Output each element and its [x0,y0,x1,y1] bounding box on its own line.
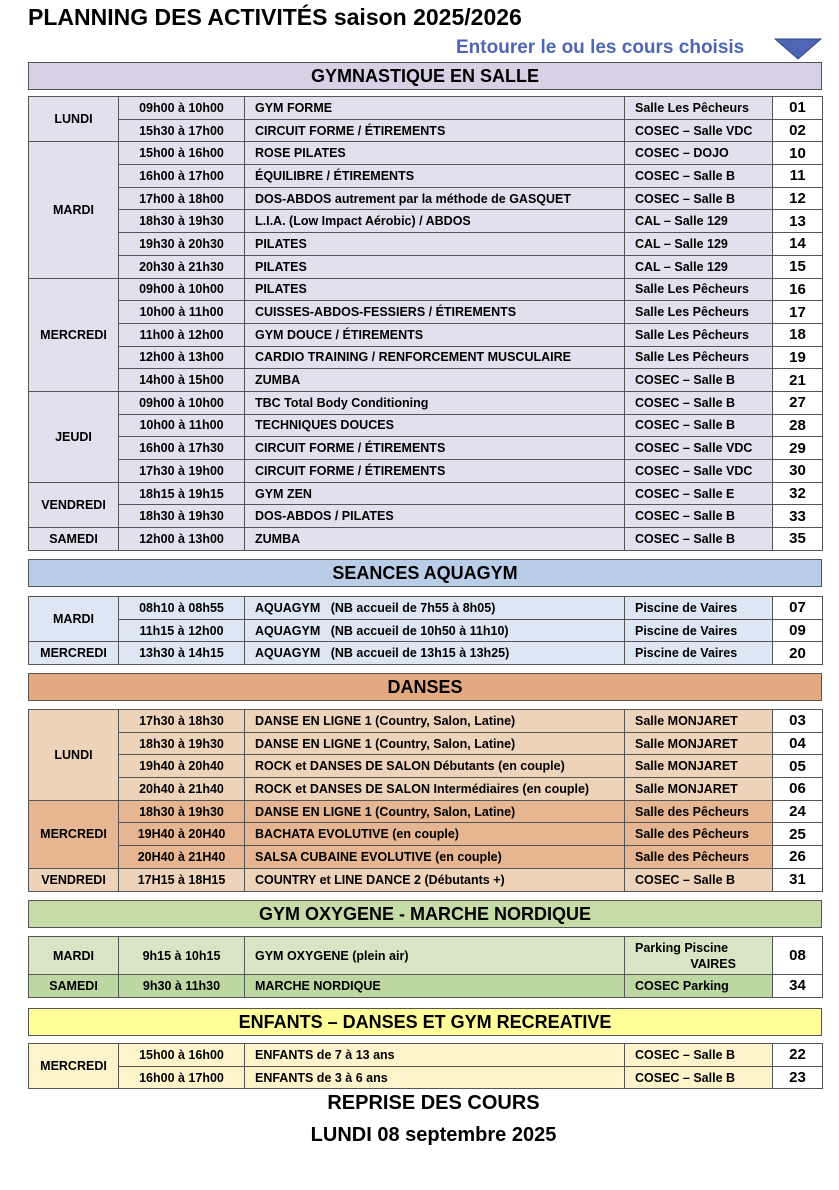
place-cell: Salle Les Pêcheurs [625,323,773,346]
activity-cell: ROCK et DANSES DE SALON Intermédiaires (en couple) [245,778,625,801]
day-cell-mercredi: MERCREDI [29,642,119,665]
day-cell-jeudi: JEUDI [29,391,119,482]
table-row [29,142,823,165]
place-cell: Piscine de Vaires [625,642,773,665]
table-row [29,97,823,120]
course-number[interactable]: 23 [773,1066,823,1089]
day-cell-lundi: LUNDI [29,97,119,142]
activity-cell: BACHATA EVOLUTIVE (en couple) [245,823,625,846]
time-cell: 19h30 à 20h30 [119,233,245,256]
activity-cell: PILATES [245,233,625,256]
activity-cell: DOS-ABDOS autrement par la méthode de GASQUET [245,187,625,210]
table-row [29,323,823,346]
time-cell: 13h30 à 14h15 [119,642,245,665]
activity-cell: PILATES [245,255,625,278]
table-row [29,528,823,551]
activity-cell: ÉQUILIBRE / ÉTIREMENTS [245,165,625,188]
place-cell: Salle Les Pêcheurs [625,346,773,369]
course-number[interactable]: 12 [773,187,823,210]
activity-cell: AQUAGYM (NB accueil de 13h15 à 13h25) [245,642,625,665]
place-cell: CAL – Salle 129 [625,210,773,233]
course-number[interactable]: 15 [773,255,823,278]
table-row [29,732,823,755]
course-number[interactable]: 35 [773,528,823,551]
section-title-gym: GYMNASTIQUE EN SALLE [28,62,822,90]
place-line-2: VAIRES [690,956,736,971]
course-number[interactable]: 22 [773,1044,823,1067]
table-row [29,437,823,460]
table-row [29,414,823,437]
course-number[interactable]: 16 [773,278,823,301]
place-cell: COSEC – Salle B [625,868,773,891]
time-cell: 16h00 à 17h00 [119,165,245,188]
activity-cell: ZUMBA [245,528,625,551]
table-row [29,460,823,483]
table-row [29,1066,823,1089]
place-cell: COSEC – Salle B [625,187,773,210]
time-cell: 10h00 à 11h00 [119,301,245,324]
course-number[interactable]: 33 [773,505,823,528]
time-cell: 20h30 à 21h30 [119,255,245,278]
time-cell: 17h00 à 18h00 [119,187,245,210]
section-title-danses: DANSES [28,673,822,701]
course-number[interactable]: 10 [773,142,823,165]
activity-cell: ENFANTS de 3 à 6 ans [245,1066,625,1089]
activity-cell: CIRCUIT FORME / ÉTIREMENTS [245,119,625,142]
place-cell: Salle MONJARET [625,710,773,733]
course-number[interactable]: 30 [773,460,823,483]
time-cell: 15h00 à 16h00 [119,1044,245,1067]
time-cell: 17h30 à 19h00 [119,460,245,483]
time-cell: 09h00 à 10h00 [119,97,245,120]
course-number[interactable]: 25 [773,823,823,846]
place-cell: Salle Les Pêcheurs [625,278,773,301]
place-cell: COSEC – Salle B [625,369,773,392]
time-cell: 9h30 à 11h30 [119,975,245,998]
table-row [29,301,823,324]
course-number[interactable]: 29 [773,437,823,460]
activity-cell: DANSE EN LIGNE 1 (Country, Salon, Latine) [245,710,625,733]
place-cell: COSEC – Salle VDC [625,119,773,142]
table-row [29,119,823,142]
time-cell: 17h30 à 18h30 [119,710,245,733]
course-number[interactable]: 03 [773,710,823,733]
activity-cell: CIRCUIT FORME / ÉTIREMENTS [245,460,625,483]
activity-cell: DOS-ABDOS / PILATES [245,505,625,528]
table-row [29,846,823,869]
course-number[interactable]: 06 [773,778,823,801]
activity-cell: ENFANTS de 7 à 13 ans [245,1044,625,1067]
table-row [29,823,823,846]
course-number[interactable]: 27 [773,391,823,414]
triangle-down-icon [774,38,822,60]
place-cell: COSEC – Salle B [625,165,773,188]
table-row [29,642,823,665]
place-cell: COSEC – Salle B [625,1066,773,1089]
activity-cell: CIRCUIT FORME / ÉTIREMENTS [245,437,625,460]
place-cell: COSEC Parking [625,975,773,998]
course-number[interactable]: 07 [773,597,823,620]
place-cell [625,937,773,975]
time-cell: 18h30 à 19h30 [119,732,245,755]
activity-cell: COUNTRY et LINE DANCE 2 (Débutants +) [245,868,625,891]
course-number[interactable]: 20 [773,642,823,665]
activity-cell: CUISSES-ABDOS-FESSIERS / ÉTIREMENTS [245,301,625,324]
day-cell-samedi: SAMEDI [29,975,119,998]
place-cell: COSEC – Salle B [625,414,773,437]
gym-schedule-table [28,96,823,551]
table-row [29,278,823,301]
place-cell: COSEC – Salle B [625,391,773,414]
table-row [29,778,823,801]
place-cell: Salle MONJARET [625,732,773,755]
day-cell-mercredi: MERCREDI [29,800,119,868]
place-cell: COSEC – Salle B [625,528,773,551]
table-row [29,868,823,891]
time-cell: 09h00 à 10h00 [119,278,245,301]
table-row [29,255,823,278]
course-number[interactable]: 13 [773,210,823,233]
day-cell-vendredi: VENDREDI [29,482,119,527]
oxygene-schedule-table [28,936,823,998]
danses-schedule-table [28,709,823,892]
activity-cell: SALSA CUBAINE EVOLUTIVE (en couple) [245,846,625,869]
enfants-schedule-table [28,1043,823,1089]
time-cell: 11h15 à 12h00 [119,619,245,642]
activity-cell: DANSE EN LIGNE 1 (Country, Salon, Latine) [245,800,625,823]
course-number[interactable]: 31 [773,868,823,891]
instruction-text: Entourer le ou les cours choisis [456,37,745,58]
time-cell: 16h00 à 17h00 [119,1066,245,1089]
activity-cell: CARDIO TRAINING / RENFORCEMENT MUSCULAIRE [245,346,625,369]
table-row [29,937,823,975]
activity-cell: ZUMBA [245,369,625,392]
day-cell-samedi: SAMEDI [29,528,119,551]
reprise-date: LUNDI 08 septembre 2025 [310,1124,557,1146]
course-number[interactable]: 21 [773,369,823,392]
day-cell-mardi: MARDI [29,597,119,642]
place-cell: COSEC – Salle B [625,505,773,528]
course-number[interactable]: 18 [773,323,823,346]
page-title: PLANNING DES ACTIVITÉS saison 2025/2026 [28,4,522,30]
table-row [29,346,823,369]
course-number[interactable]: 05 [773,755,823,778]
course-number[interactable]: 28 [773,414,823,437]
table-row [29,755,823,778]
table-row [29,233,823,256]
time-cell: 15h30 à 17h00 [119,119,245,142]
section-title-enfants: ENFANTS – DANSES ET GYM RECREATIVE [28,1008,822,1036]
activity-cell: ROSE PILATES [245,142,625,165]
section-title-oxygene: GYM OXYGENE - MARCHE NORDIQUE [28,900,822,928]
day-cell-mardi: MARDI [29,937,119,975]
table-row [29,619,823,642]
place-cell: CAL – Salle 129 [625,255,773,278]
time-cell: 15h00 à 16h00 [119,142,245,165]
time-cell: 17H15 à 18H15 [119,868,245,891]
course-number[interactable]: 04 [773,732,823,755]
place-cell: COSEC – Salle B [625,1044,773,1067]
course-number[interactable]: 08 [773,937,823,975]
table-row [29,975,823,998]
course-number[interactable]: 11 [773,165,823,188]
time-cell: 12h00 à 13h00 [119,528,245,551]
course-number[interactable]: 17 [773,301,823,324]
table-row [29,482,823,505]
day-cell-mercredi: MERCREDI [29,1044,119,1089]
time-cell: 11h00 à 12h00 [119,323,245,346]
table-row [29,1044,823,1067]
place-cell: Salle Les Pêcheurs [625,97,773,120]
activity-cell: AQUAGYM (NB accueil de 7h55 à 8h05) [245,597,625,620]
course-number[interactable]: 01 [773,97,823,120]
time-cell: 20h40 à 21h40 [119,778,245,801]
day-cell-mercredi: MERCREDI [29,278,119,391]
place-cell: Salle MONJARET [625,755,773,778]
time-cell: 10h00 à 11h00 [119,414,245,437]
time-cell: 18h15 à 19h15 [119,482,245,505]
course-number[interactable]: 24 [773,800,823,823]
table-row [29,800,823,823]
place-cell: Piscine de Vaires [625,597,773,620]
time-cell: 18h30 à 19h30 [119,505,245,528]
place-cell: Salle des Pêcheurs [625,846,773,869]
place-line-1: Parking Piscine [635,940,729,955]
place-cell: Piscine de Vaires [625,619,773,642]
time-cell: 18h30 à 19h30 [119,800,245,823]
table-row [29,505,823,528]
activity-cell: ROCK et DANSES DE SALON Débutants (en couple) [245,755,625,778]
course-number[interactable]: 14 [773,233,823,256]
table-row [29,210,823,233]
activity-cell: TECHNIQUES DOUCES [245,414,625,437]
time-cell: 20H40 à 21H40 [119,846,245,869]
course-number[interactable]: 09 [773,619,823,642]
time-cell: 14h00 à 15h00 [119,369,245,392]
time-cell: 18h30 à 19h30 [119,210,245,233]
course-number[interactable]: 02 [773,119,823,142]
aquagym-schedule-table [28,596,823,665]
time-cell: 9h15 à 10h15 [119,937,245,975]
place-cell: COSEC – Salle E [625,482,773,505]
activity-cell: L.I.A. (Low Impact Aérobic) / ABDOS [245,210,625,233]
time-cell: 19H40 à 20H40 [119,823,245,846]
reprise-heading: REPRISE DES COURS [327,1092,540,1114]
activity-cell: PILATES [245,278,625,301]
course-number[interactable]: 34 [773,975,823,998]
table-row [29,187,823,210]
activity-cell: GYM DOUCE / ÉTIREMENTS [245,323,625,346]
place-cell: CAL – Salle 129 [625,233,773,256]
day-cell-vendredi: VENDREDI [29,868,119,891]
activity-cell: GYM OXYGENE (plein air) [245,937,625,975]
day-cell-mardi: MARDI [29,142,119,278]
place-cell: Salle des Pêcheurs [625,800,773,823]
course-number[interactable]: 26 [773,846,823,869]
place-cell: COSEC – DOJO [625,142,773,165]
place-cell: Salle MONJARET [625,778,773,801]
activity-cell: GYM FORME [245,97,625,120]
time-cell: 09h00 à 10h00 [119,391,245,414]
place-cell: Salle des Pêcheurs [625,823,773,846]
activity-cell: MARCHE NORDIQUE [245,975,625,998]
time-cell: 08h10 à 08h55 [119,597,245,620]
place-cell: Salle Les Pêcheurs [625,301,773,324]
day-cell-lundi: LUNDI [29,710,119,801]
table-row [29,369,823,392]
table-row [29,165,823,188]
table-row [29,597,823,620]
table-row [29,391,823,414]
course-number[interactable]: 32 [773,482,823,505]
activity-cell: GYM ZEN [245,482,625,505]
time-cell: 16h00 à 17h30 [119,437,245,460]
table-row [29,710,823,733]
time-cell: 12h00 à 13h00 [119,346,245,369]
place-cell: COSEC – Salle VDC [625,437,773,460]
activity-cell: DANSE EN LIGNE 1 (Country, Salon, Latine) [245,732,625,755]
place-cell: COSEC – Salle VDC [625,460,773,483]
course-number[interactable]: 19 [773,346,823,369]
time-cell: 19h40 à 20h40 [119,755,245,778]
activity-cell: AQUAGYM (NB accueil de 10h50 à 11h10) [245,619,625,642]
activity-cell: TBC Total Body Conditioning [245,391,625,414]
section-title-aquagym: SEANCES AQUAGYM [28,559,822,587]
